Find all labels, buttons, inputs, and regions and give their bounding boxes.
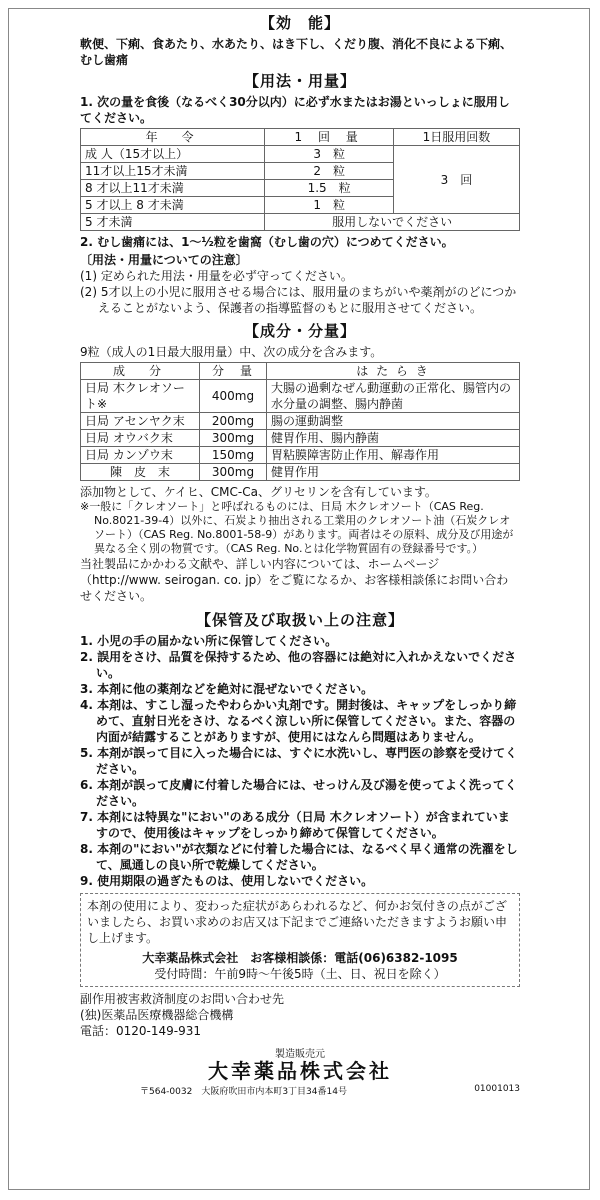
ingredients-literature: 当社製品にかかわる文献や、詳しい内容については、ホームページ（http://www. seirogan. co. jp）をご覧になるか、お客様相談係にお問い合わせください。 (80, 557, 509, 603)
ing-action: 健胃作用、腸内静菌 (267, 430, 520, 447)
ing-name: 日局 オウバク末 (81, 430, 200, 447)
ingredients-additives: 添加物として、ケイヒ、CMC-Ca、グリセリンを含有しています。 (80, 485, 437, 499)
dose-age: 5 才未満 (81, 214, 265, 231)
ing-header-amount: 分 量 (200, 363, 267, 380)
ing-header-action: は た ら き (267, 363, 520, 380)
ing-amount: 300mg (200, 430, 267, 447)
ing-name: 日局 木クレオソート※ (81, 380, 200, 413)
ing-name: 日局 アセンヤク末 (81, 413, 200, 430)
ing-amount: 200mg (200, 413, 267, 430)
table-row (81, 430, 520, 447)
document-body (80, 10, 520, 1097)
list-item: 2. 誤用をさけ、品質を保持するため、他の容器には絶対に入れかえないでください。 (80, 650, 517, 680)
ing-amount: 300mg (200, 464, 267, 481)
maker-name: 大幸薬品株式会社 (208, 1059, 392, 1083)
table-row (81, 214, 520, 231)
ing-name: 日局 カンゾウ末 (81, 447, 200, 464)
list-item: 9. 使用期限の過ぎたものは、使用しないでください。 (80, 874, 374, 888)
usage-caution-2: (2) 5才以上の小児に服用させる場合には、服用量のまちがいや薬剤がのどにつかえることがないよう、保護者の指導監督のもとに服用させてください。 (80, 285, 517, 315)
list-item: 6. 本剤が誤って皮膚に付着した場合には、せっけん及び湯を使ってよく洗ってください。 (80, 778, 517, 808)
ing-name: 陳 皮 末 (81, 464, 200, 481)
ing-header-name: 成 分 (81, 363, 200, 380)
dose-amount: 1.5 粒 (265, 180, 394, 197)
storage-list (80, 633, 520, 889)
contact-text: 本剤の使用により、変わった症状があらわれるなど、何かお気付きの点がございましたら、お買い求めのお店又は下記までご連絡いただきますようお願い申し上げます。 (87, 899, 508, 945)
storage-heading: 【保管及び取扱い上の注意】 (195, 611, 404, 629)
ing-action: 腸の運動調整 (267, 413, 520, 430)
table-row (81, 146, 520, 163)
relief-line-3: 電話：0120-149-931 (80, 1024, 202, 1038)
list-item: 5. 本剤が誤って目に入った場合には、すぐに水洗いし、専門医の診察を受けてください。 (80, 746, 518, 776)
ing-amount: 400mg (200, 380, 267, 413)
contact-company-line: 大幸薬品株式会社 お客様相談係：電話(06)6382-1095 (142, 951, 458, 965)
ing-amount: 150mg (200, 447, 267, 464)
usage-item-2: 2. むし歯痛には、1〜½粒を歯窩（むし歯の穴）につめてください。 (80, 235, 454, 249)
relief-line-2: (独)医薬品医療機器総合機構 (80, 1008, 234, 1022)
dose-age: 8 才以上11才未満 (81, 180, 265, 197)
ing-action: 健胃作用 (267, 464, 520, 481)
ing-action: 胃粘膜障害防止作用、解毒作用 (267, 447, 520, 464)
list-item: 4. 本剤は、すこし湿ったやわらかい丸剤です。開封後は、キャップをしっかり締めて、直射日光をさけ、なるべく涼しい所に保管してください。また、容器の内面が結露することがありますが、使用にはなんら問題はありません。 (80, 698, 517, 744)
maker-address-row (80, 1084, 520, 1097)
ingredients-table (80, 362, 520, 481)
dose-table (80, 128, 520, 231)
usage-item-1: 1. 次の量を食後（なるべく30分以内）に必ず水またはお湯といっしょに服用してください。 (80, 95, 510, 125)
dose-header-amount: 1 回 量 (265, 129, 394, 146)
dose-not-for-use: 服用しないでください (265, 214, 520, 231)
table-row (81, 447, 520, 464)
table-row (81, 380, 520, 413)
dose-age: 11才以上15才未満 (81, 163, 265, 180)
dose-amount: 2 粒 (265, 163, 394, 180)
dose-header-times: 1日服用回数 (393, 129, 519, 146)
usage-caution-1: (1) 定められた用法・用量を必ず守ってください。 (80, 269, 353, 283)
effect-body: 軟便、下痢、食あたり、水あたり、はき下し、くだり腹、消化不良による下痢、むし歯痛 (80, 37, 513, 67)
usage-caution-heading: 〔用法・用量についての注意〕 (80, 253, 248, 267)
maker-address: 〒564-0032 大阪府吹田市内本町3丁目34番14号 (140, 1087, 347, 1097)
dose-amount: 3 粒 (265, 146, 394, 163)
list-item: 3. 本剤に他の薬剤などを絶対に混ぜないでください。 (80, 682, 374, 696)
list-item: 7. 本剤には特異な"におい"のある成分（日局 木クレオソート）が含まれていますので、使用後はキャップをしっかり締めて保管してください。 (80, 810, 510, 840)
maker-label: 製造販売元 (275, 1049, 325, 1060)
contact-hours: 受付時間：午前9時〜午後5時（土、日、祝日を除く） (154, 967, 446, 981)
dose-header-age: 年 令 (81, 129, 265, 146)
table-row (81, 464, 520, 481)
list-item: 1. 小児の手の届かない所に保管してください。 (80, 634, 338, 648)
ingredients-note: ※一般に「クレオソート」と呼ばれるものには、日局 木クレオソート（CAS Reg. No.8021-39-4）以外に、石炭より抽出される工業用のクレオソート油（石炭クレオソート）（CAS Reg. No.8001-58-9）があります。両者はその原料、成分及び用途が異なる全く別の物質です。（CAS Reg. No.とは化学物質固有の登録番号です。） (80, 500, 514, 555)
list-item: 8. 本剤の"におい"が衣類などに付着した場合には、なるべく早く通常の洗濯をして、風通しの良い所で乾燥してください。 (80, 842, 518, 872)
ingredients-heading: 【成分・分量】 (243, 322, 356, 340)
contact-box (80, 893, 520, 987)
dose-age: 5 才以上 8 才未満 (81, 197, 265, 214)
ingredients-intro: 9粒（成人の1日最大服用量）中、次の成分を含みます。 (80, 345, 383, 359)
relief-line-1: 副作用被害救済制度のお問い合わせ先 (80, 992, 285, 1006)
relief-info (80, 991, 520, 1039)
effect-heading: 【効 能】 (259, 14, 340, 32)
dose-age: 成 人（15才以上） (81, 146, 265, 163)
dose-amount: 1 粒 (265, 197, 394, 214)
usage-heading: 【用法・用量】 (243, 72, 356, 90)
dose-times: 3 回 (393, 146, 519, 214)
ing-action: 大腸の過剰なぜん動運動の正常化、腸管内の水分量の調整、腸内静菌 (267, 380, 520, 413)
document-code: 01001013 (474, 1084, 520, 1094)
table-row (81, 413, 520, 430)
